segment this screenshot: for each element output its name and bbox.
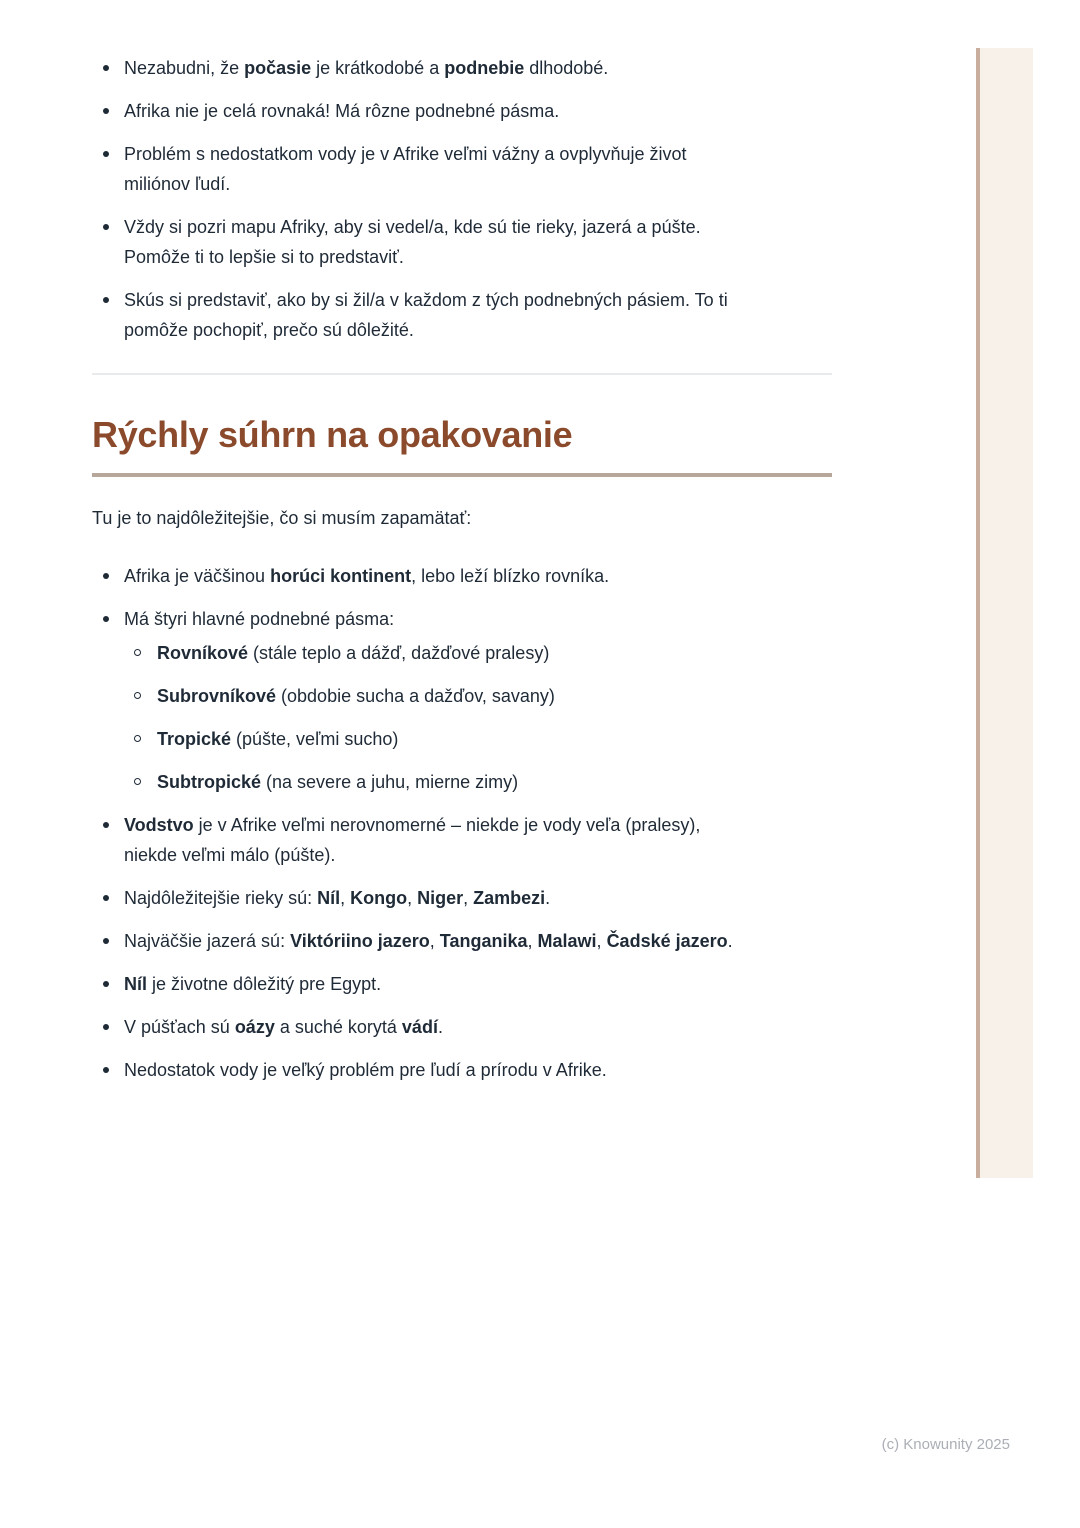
summary-heading: Rýchly súhrn na opakovanie — [92, 414, 573, 455]
text-segment: . — [545, 888, 551, 908]
text-segment: Nedostatok vody je veľký problém pre ľudí a prírodu v Afrike. — [124, 1060, 607, 1080]
text-segment: , — [429, 931, 440, 951]
text-segment: (púšte, veľmi sucho) — [231, 729, 399, 749]
bold-text: Níl — [317, 888, 341, 908]
text-segment: a suché korytá — [274, 1017, 402, 1037]
text-segment: je v Afrike veľmi nerovnomerné – niekde je vody veľa (pralesy), niekde veľmi málo (púšte). — [124, 815, 701, 865]
text-segment: Afrika nie je celá rovnaká! Má rôzne podnebné pásma. — [124, 101, 560, 121]
bold-text: Níl — [124, 974, 148, 994]
bold-text: počasie — [244, 58, 312, 78]
text-segment: Najväčšie jazerá sú: — [124, 931, 291, 951]
text-segment: Vždy si pozri mapu Afriky, aby si vedel/a, kde sú tie rieky, jazerá a púšte. Pomôže ti to lepšie si to predstaviť. — [124, 217, 701, 267]
bold-text: Malawi — [537, 931, 597, 951]
list-item — [124, 1012, 832, 1042]
document-page — [92, 53, 832, 1098]
text-segment: . — [727, 931, 733, 951]
text-segment: je životne dôležitý pre Egypt. — [147, 974, 382, 994]
bold-text: Kongo — [350, 888, 408, 908]
summary-intro: Tu je to najdôležitejšie, čo si musím zapamätať: — [92, 508, 472, 528]
text-segment: Má štyri hlavné podnebné pásma: — [124, 609, 395, 629]
list-item — [124, 1055, 832, 1085]
list-item — [124, 285, 832, 345]
text-segment: , — [340, 888, 351, 908]
bold-text: Rovníkové — [157, 643, 249, 663]
footer-copyright: (c) Knowunity 2025 — [881, 1436, 1010, 1453]
bold-text: Tropické — [157, 729, 232, 749]
bold-text: vádí — [401, 1017, 438, 1037]
bold-text: Čadské jazero — [606, 931, 728, 951]
text-segment: (na severe a juhu, mierne zimy) — [261, 772, 519, 792]
bold-text: Zambezi — [473, 888, 546, 908]
list-item — [124, 926, 832, 956]
text-segment: dlhodobé. — [524, 58, 609, 78]
sublist-item — [157, 767, 832, 797]
bold-text: Subrovníkové — [157, 686, 277, 706]
text-segment: Afrika je väčšinou — [124, 566, 271, 586]
text-segment: V púšťach sú — [124, 1017, 235, 1037]
text-segment: , — [463, 888, 474, 908]
list-item — [124, 96, 832, 126]
text-segment: (obdobie sucha a dažďov, savany) — [276, 686, 555, 706]
text-segment: . — [437, 1017, 443, 1037]
text-segment: Skús si predstaviť, ako by si žil/a v každom z tých podnebných pásiem. To ti pomôže pochopiť, prečo sú dôležité. — [124, 290, 728, 340]
page-accent-bar — [976, 48, 1033, 1178]
text-segment: Nezabudni, že — [124, 58, 245, 78]
sublist-item — [157, 724, 832, 754]
list-item — [124, 604, 832, 797]
bold-text: Vodstvo — [124, 815, 194, 835]
text-segment: , — [596, 931, 607, 951]
summary-list — [92, 561, 832, 1085]
sublist — [124, 638, 832, 797]
list-item — [124, 969, 832, 999]
list-item — [124, 212, 832, 272]
bold-text: Niger — [417, 888, 464, 908]
text-segment: , — [527, 931, 538, 951]
text-segment: , — [407, 888, 418, 908]
bold-text: podnebie — [444, 58, 525, 78]
section-divider — [92, 373, 832, 375]
bold-text: Viktóriino jazero — [290, 931, 430, 951]
text-segment: Najdôležitejšie rieky sú: — [124, 888, 318, 908]
sublist-item — [157, 681, 832, 711]
text-segment: (stále teplo a dážď, dažďové pralesy) — [248, 643, 550, 663]
list-item — [124, 561, 832, 591]
tips-list — [92, 53, 832, 345]
text-segment: Problém s nedostatkom vody je v Afrike veľmi vážny a ovplyvňuje život miliónov ľudí. — [124, 144, 687, 194]
bold-text: Tanganika — [439, 931, 528, 951]
bold-text: horúci kontinent — [270, 566, 412, 586]
text-segment: , lebo leží blízko rovníka. — [411, 566, 610, 586]
list-item — [124, 810, 832, 870]
heading-underline — [92, 473, 832, 477]
bold-text: Subtropické — [157, 772, 262, 792]
text-segment: je krátkodobé a — [311, 58, 445, 78]
list-item — [124, 139, 832, 199]
list-item — [124, 883, 832, 913]
bold-text: oázy — [234, 1017, 275, 1037]
list-item — [124, 53, 832, 83]
sublist-item — [157, 638, 832, 668]
